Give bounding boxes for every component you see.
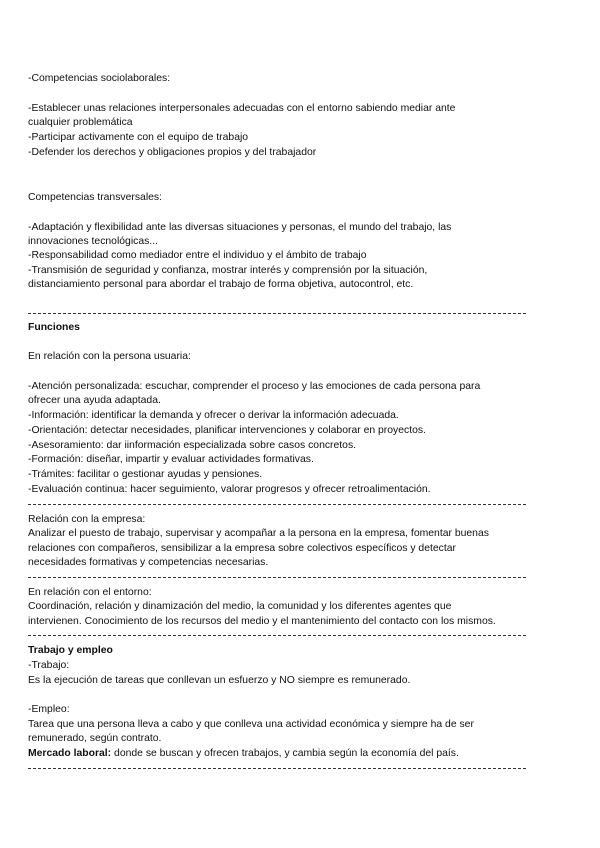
transversales-line: innovaciones tecnológicas... [28, 236, 158, 247]
trabajo-label: -Trabajo: [28, 660, 70, 671]
empresa-line: relaciones con compañeros, sensibilizar a la empresa sobre colectivos específicos y detectar [28, 543, 456, 554]
transversales-title: Competencias transversales: [28, 192, 162, 203]
section-divider [28, 635, 526, 636]
funciones-line: -Trámites: facilitar o gestionar ayudas y pensiones. [28, 469, 263, 480]
empleo-label: -Empleo: [28, 704, 70, 715]
funciones-heading: Funciones [28, 322, 80, 333]
section-divider [28, 504, 526, 505]
sociolaborales-line: -Establecer unas relaciones interpersonales adecuadas con el entorno sabiendo mediar ante [28, 103, 456, 114]
funciones-line: -Asesoramiento: dar iinformación especializada sobre casos concretos. [28, 440, 357, 451]
mercado-laboral-text: donde se buscan y ofrecen trabajos, y cambia según la economía del país. [111, 748, 459, 759]
trabajo-empleo-heading: Trabajo y empleo [28, 645, 113, 656]
funciones-subtitle: En relación con la persona usuaria: [28, 351, 191, 362]
funciones-line: -Orientación: detectar necesidades, planificar intervenciones y colaborar en proyectos. [28, 425, 426, 436]
section-divider [28, 313, 526, 314]
funciones-line: -Atención personalizada: escuchar, comprender el proceso y las emociones de cada persona para [28, 381, 481, 392]
sociolaborales-title: -Competencias sociolaborales: [28, 73, 171, 84]
trabajo-definition: Es la ejecución de tareas que conllevan un esfuerzo y NO siempre es remunerado. [28, 675, 411, 686]
funciones-line: -Información: identificar la demanda y ofrecer o derivar la información adecuada. [28, 410, 399, 421]
entorno-line: intervienen. Conocimiento de los recursos del medio y el mantenimiento del contacto con los mismos. [28, 616, 496, 627]
sociolaborales-line: -Defender los derechos y obligaciones propios y del trabajador [28, 147, 317, 158]
transversales-line: -Adaptación y flexibilidad ante las diversas situaciones y personas, el mundo del trabajo, las [28, 222, 452, 233]
sociolaborales-line: cualquier problemática [28, 117, 133, 128]
funciones-line: -Evaluación continua: hacer seguimiento, valorar progresos y ofrecer retroalimentación. [28, 484, 431, 495]
empleo-line: Tarea que una persona lleva a cabo y que conlleva una actividad económica y siempre ha de ser [28, 719, 474, 730]
transversales-line: -Responsabilidad como mediador entre el individuo y el ámbito de trabajo [28, 250, 367, 261]
section-divider [28, 577, 526, 578]
sociolaborales-line: -Participar activamente con el equipo de trabajo [28, 132, 249, 143]
empresa-line: Analizar el puesto de trabajo, supervisar y acompañar a la persona en la empresa, fomentar buenas [28, 528, 489, 539]
section-divider [28, 768, 526, 769]
empresa-title: Relación con la empresa: [28, 514, 146, 525]
entorno-title: En relación con el entorno: [28, 587, 152, 598]
funciones-line: -Formación: diseñar, impartir y evaluar actividades formativas. [28, 454, 314, 465]
mercado-laboral-label: Mercado laboral: [28, 748, 112, 759]
transversales-line: -Transmisión de seguridad y confianza, mostrar interés y comprensión por la situación, [28, 265, 428, 276]
funciones-line: ofrecer una ayuda adaptada. [28, 395, 161, 406]
transversales-line: distanciamiento personal para abordar el trabajo de forma objetiva, autocontrol, etc. [28, 279, 414, 290]
mercado-laboral-line [28, 748, 459, 760]
empleo-line: remunerado, según contrato. [28, 733, 162, 744]
empresa-line: necesidades formativas y competencias necesarias. [28, 557, 269, 568]
entorno-line: Coordinación, relación y dinamización del medio, la comunidad y los diferentes agentes que [28, 601, 452, 612]
